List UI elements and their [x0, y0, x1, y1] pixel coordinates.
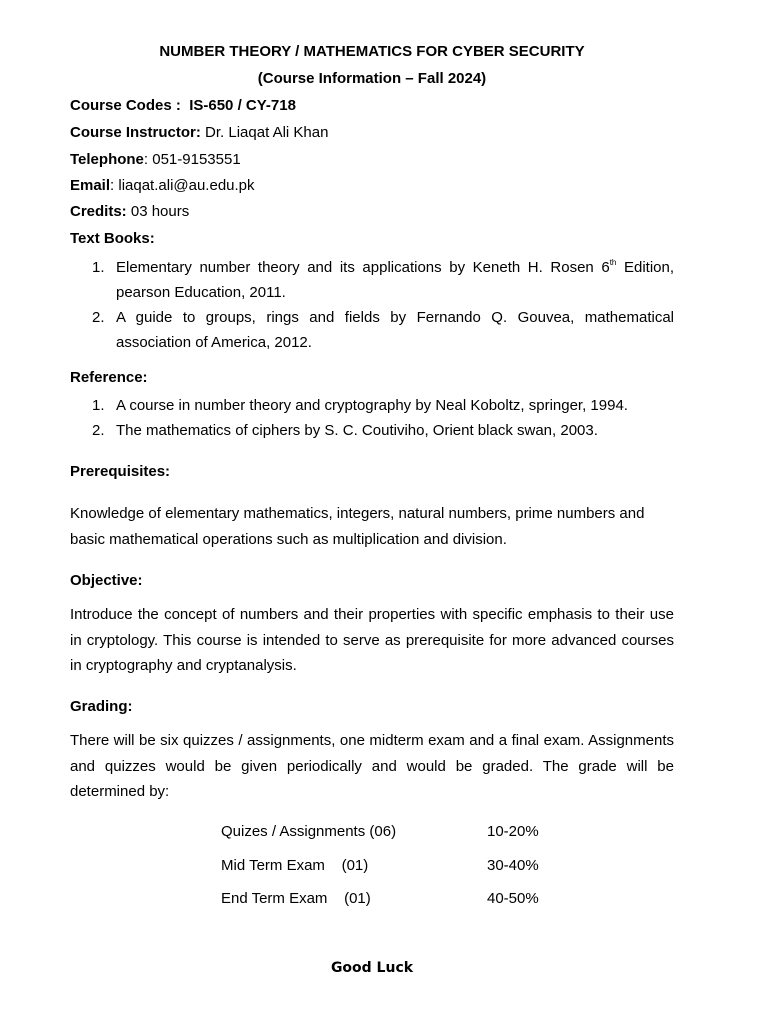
grading-percentage: 30-40% [487, 857, 539, 874]
grading-item: Quizes / Assignments (06) [221, 823, 397, 840]
course-codes-value: IS-650 / CY-718 [189, 97, 296, 114]
textbooks-heading: Text Books: [70, 230, 155, 247]
list-item-text: Edition, pearson Education, 2011. [116, 259, 675, 301]
list-item [70, 393, 674, 418]
grading-heading: Grading: [70, 698, 133, 715]
list-item [70, 255, 674, 305]
reference-list [70, 393, 674, 443]
list-item-number: 2. [92, 422, 105, 439]
list-item-text: A course in number theory and cryptography by Neal Koboltz, springer, 1994. [116, 397, 628, 414]
email-line [70, 176, 674, 196]
reference-heading: Reference: [70, 369, 148, 386]
textbooks-list [70, 255, 674, 355]
objective-heading: Objective: [70, 572, 143, 589]
grading-percentage: 10-20% [487, 823, 539, 840]
grading-percentage: 40-50% [487, 890, 539, 907]
list-item-number: 1. [92, 397, 105, 414]
superscript: th [609, 258, 617, 267]
grading-text: There will be six quizzes / assignments, one midterm exam and a final exam. Assignments and quizzes would be given periodically and would be graded. The grade will be determined by: [70, 732, 674, 800]
credits-value: 03 hours [130, 203, 190, 220]
prerequisites-text: Knowledge of elementary mathematics, integers, natural numbers, prime numbers and basic mathematical operations such as multiplication and division. [70, 505, 645, 548]
course-codes-line [70, 96, 674, 116]
list-item-text: The mathematics of ciphers by S. C. Coutiviho, Orient black swan, 2003. [116, 422, 598, 439]
telephone-line [70, 150, 674, 170]
instructor-line [70, 123, 674, 143]
credits-label: Credits: [70, 203, 127, 220]
list-item-number: 1. [92, 259, 105, 276]
instructor-label: Course Instructor: [70, 124, 201, 141]
email-label: Email [70, 177, 111, 194]
list-item-text: Elementary number theory and its applications by Keneth H. Rosen 6 [116, 259, 610, 276]
grading-item: End Term Exam (01) [221, 890, 371, 907]
objective-text: Introduce the concept of numbers and their properties with specific emphasis to their use in cryptology. This course is intended to serve as prerequisite for more advanced courses in cryptography and cryptanalysis. [70, 606, 674, 674]
prerequisites-heading: Prerequisites: [70, 463, 171, 480]
document-subtitle: (Course Information – Fall 2024) [257, 70, 487, 87]
credits-line [70, 202, 674, 222]
document-page [70, 0, 674, 1024]
list-item [70, 418, 674, 443]
list-item-text: A guide to groups, rings and fields by Fernando Q. Gouvea, mathematical association of America, 2012. [116, 309, 674, 351]
good-luck-text: Good Luck [330, 960, 414, 976]
grading-item: Mid Term Exam (01) [221, 857, 369, 874]
list-item [70, 305, 674, 355]
course-codes-label: Course Codes : [70, 97, 181, 114]
document-title: NUMBER THEORY / MATHEMATICS FOR CYBER SECURITY [159, 43, 585, 60]
telephone-value: : 051-9153551 [143, 151, 241, 168]
email-value: : liaqat.ali@au.edu.pk [110, 177, 255, 194]
instructor-value: Dr. Liaqat Ali Khan [205, 124, 329, 141]
list-item-number: 2. [92, 309, 105, 326]
telephone-label: Telephone [70, 151, 144, 168]
